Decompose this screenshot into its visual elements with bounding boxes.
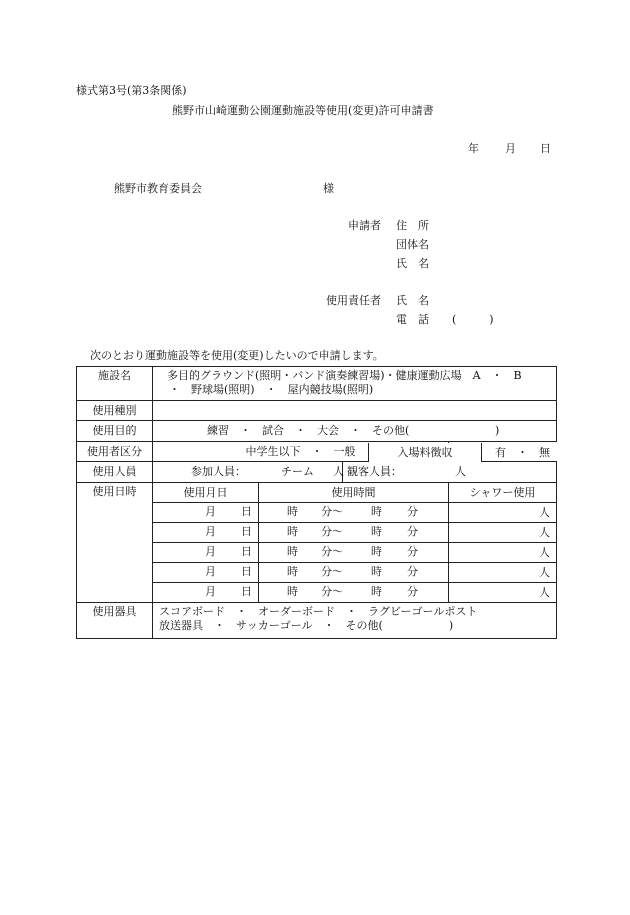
- day-unit: 日: [241, 505, 252, 518]
- participants-label: 参加人員：: [191, 465, 246, 478]
- hour-start-unit: 時: [287, 585, 298, 598]
- month-unit: 月: [205, 565, 216, 578]
- hour-end-unit: 時: [371, 585, 382, 598]
- shower-cell[interactable]: 人: [449, 563, 557, 583]
- use-type-label: 使用種別: [77, 401, 153, 421]
- day-unit: 日: [241, 525, 252, 538]
- day-unit: 日: [241, 585, 252, 598]
- page-title: 熊野市山崎運動公園運動施設等使用(変更)許可申請書: [172, 104, 434, 117]
- purpose-options[interactable]: [153, 421, 557, 442]
- application-table: [76, 366, 557, 639]
- minute-end-unit: 分: [407, 545, 418, 558]
- phone-label: 電 話: [396, 313, 429, 326]
- equipment-line-1: スコアボード ・ オーダーボード ・ ラグビーゴールポスト: [159, 605, 478, 618]
- address-label: 住 所: [396, 219, 429, 232]
- shower-cell[interactable]: 人: [449, 583, 557, 603]
- equipment-options[interactable]: [153, 603, 557, 639]
- schedule-header-row: [77, 483, 557, 503]
- month-unit: 月: [205, 525, 216, 538]
- equipment-label: 使用器具: [77, 603, 153, 639]
- time-cell[interactable]: [259, 503, 449, 523]
- facility-label: 施設名: [77, 367, 153, 401]
- purpose-options-text: 練習 ・ 試合 ・ 大会 ・ その他(: [207, 424, 410, 437]
- equipment-line-2: 放送器具 ・ サッカーゴール ・ その他( ): [159, 619, 454, 632]
- minute-start-unit: 分～: [321, 585, 343, 598]
- fee-label: 入場料徴収: [368, 443, 482, 462]
- shower-cell[interactable]: 人: [449, 543, 557, 563]
- schedule-label: 使用日時: [77, 483, 153, 603]
- minute-start-unit: 分～: [321, 525, 343, 538]
- facility-options[interactable]: [153, 367, 557, 401]
- time-cell[interactable]: [259, 563, 449, 583]
- facility-line-2: ・ 野球場(照明) ・ 屋内競技場(照明): [169, 383, 374, 396]
- use-type-field[interactable]: [153, 401, 557, 421]
- hour-end-unit: 時: [371, 505, 382, 518]
- hour-start-unit: 時: [287, 545, 298, 558]
- hour-start-unit: 時: [287, 525, 298, 538]
- phone-parens: ( ): [452, 313, 494, 326]
- month-unit: 月: [205, 585, 216, 598]
- spectators-unit: 人: [455, 465, 466, 478]
- manager-name-label: 氏 名: [396, 294, 429, 307]
- minute-end-unit: 分: [407, 565, 418, 578]
- date-cell[interactable]: [153, 523, 259, 543]
- applicant-role: 申請者: [348, 219, 381, 232]
- date-cell[interactable]: [153, 503, 259, 523]
- participants-unit: 人: [333, 465, 344, 478]
- minute-start-unit: 分～: [321, 545, 343, 558]
- date-year: 年: [468, 142, 479, 155]
- col-date-header: 使用月日: [153, 483, 259, 503]
- minute-start-unit: 分～: [321, 565, 343, 578]
- user-class-options[interactable]: 中学生以下 ・ 一般: [153, 442, 449, 462]
- name-label: 氏 名: [396, 257, 429, 270]
- minute-end-unit: 分: [407, 585, 418, 598]
- minute-start-unit: 分～: [321, 505, 343, 518]
- date-cell[interactable]: [153, 583, 259, 603]
- hour-end-unit: 時: [371, 565, 382, 578]
- time-cell[interactable]: [259, 543, 449, 563]
- hour-end-unit: 時: [371, 545, 382, 558]
- minute-end-unit: 分: [407, 505, 418, 518]
- month-unit: 月: [205, 505, 216, 518]
- facility-row: [77, 367, 557, 401]
- recipient: 熊野市教育委員会: [114, 182, 202, 195]
- shower-cell[interactable]: 人: [449, 523, 557, 543]
- col-time-header: 使用時間: [259, 483, 449, 503]
- spectators-field[interactable]: [343, 462, 557, 483]
- hour-end-unit: 時: [371, 525, 382, 538]
- time-cell[interactable]: [259, 523, 449, 543]
- date-day: 日: [540, 142, 551, 155]
- date-cell[interactable]: [153, 563, 259, 583]
- date-cell[interactable]: [153, 543, 259, 563]
- time-cell[interactable]: [259, 583, 449, 603]
- hour-start-unit: 時: [287, 505, 298, 518]
- month-unit: 月: [205, 545, 216, 558]
- team-label: チーム: [281, 465, 314, 478]
- col-shower-header: シャワー使用: [449, 483, 557, 503]
- participants-field[interactable]: [153, 462, 343, 483]
- purpose-label: 使用目的: [77, 421, 153, 442]
- honorific: 様: [323, 182, 334, 195]
- use-type-row: [77, 401, 557, 421]
- manager-role: 使用責任者: [326, 294, 381, 307]
- day-unit: 日: [241, 545, 252, 558]
- day-unit: 日: [241, 565, 252, 578]
- purpose-close-paren: ): [495, 424, 500, 437]
- user-class-label: 使用者区分: [77, 442, 153, 462]
- hour-start-unit: 時: [287, 565, 298, 578]
- spectators-label: 観客人員：: [347, 465, 402, 478]
- fee-cells: [368, 443, 556, 462]
- people-row: [77, 462, 557, 483]
- equipment-row: [77, 603, 557, 639]
- group-label: 団体名: [396, 238, 429, 251]
- fee-options[interactable]: 有 ・ 無: [495, 445, 550, 459]
- form-number: 様式第3号(第3条関係): [76, 84, 187, 97]
- facility-line-1: 多目的グラウンド(照明・バンド演奏練習場)・健康運動広場 A ・ B: [167, 369, 522, 382]
- minute-end-unit: 分: [407, 525, 418, 538]
- purpose-row: [77, 421, 557, 442]
- shower-cell[interactable]: 人: [449, 503, 557, 523]
- intro-text: 次のとおり運動施設等を使用(変更)したいので申請します。: [90, 349, 384, 362]
- people-label: 使用人員: [77, 462, 153, 483]
- date-month: 月: [505, 142, 516, 155]
